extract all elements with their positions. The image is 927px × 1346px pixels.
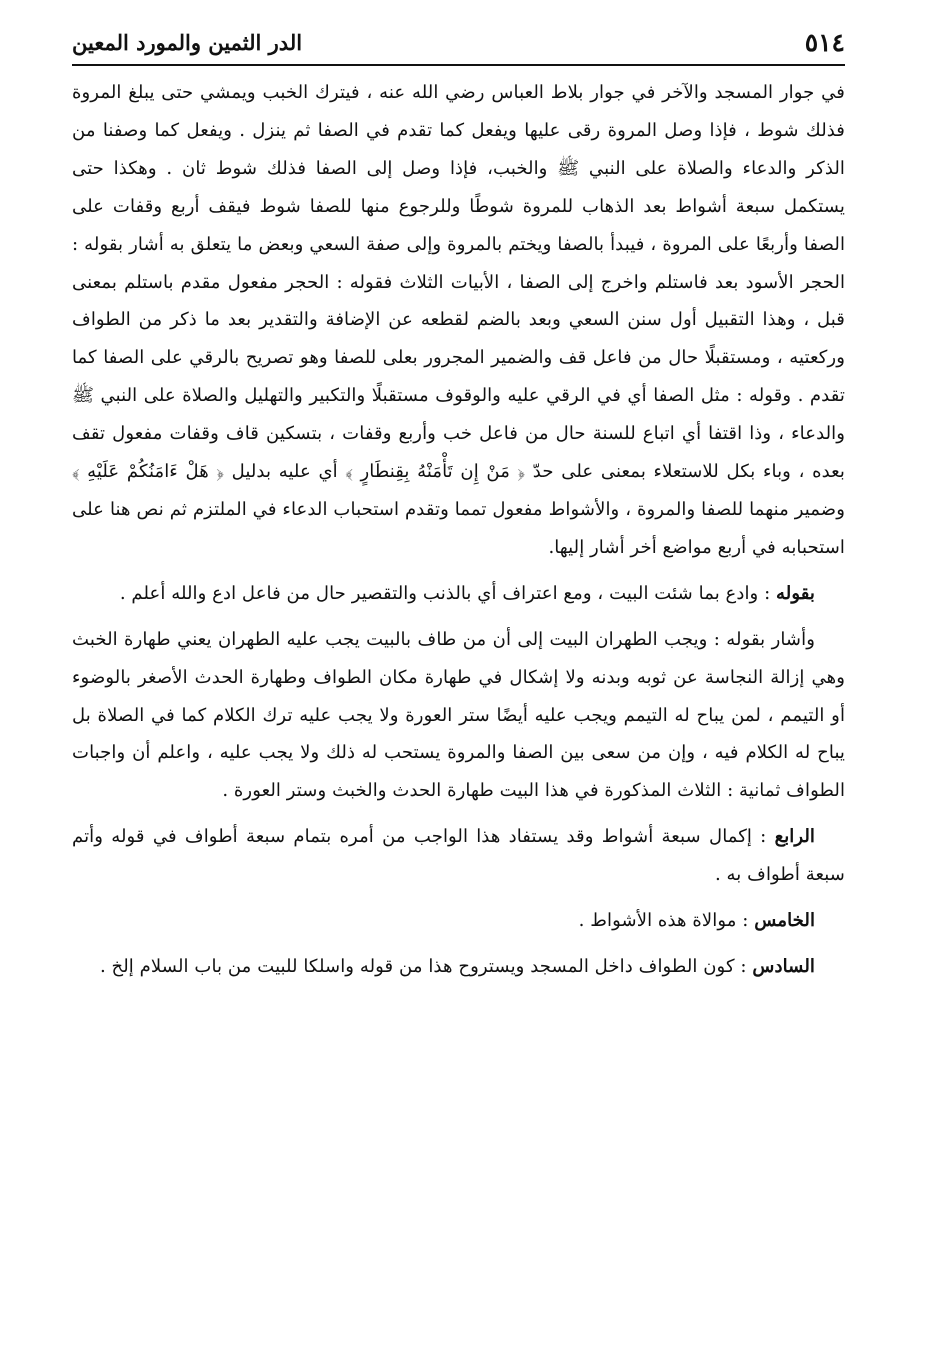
paragraph-lead: السادس — [752, 955, 815, 977]
body-text — [72, 74, 845, 986]
paragraph-lead: الرابع — [774, 826, 815, 848]
header-divider — [72, 64, 845, 66]
paragraph-text: : كون الطواف داخل المسجد ويستروح هذا من قوله واسلكا للبيت من باب السلام إلخ . — [99, 955, 747, 977]
paragraph-text: : وادع بما شئت البيت ، ومع اعتراف أي بالذنب والتقصير حال من فاعل ادع والله أعلم . — [119, 582, 771, 604]
paragraph-text: : إكمال سبعة أشواط وقد يستفاد هذا الواجب من أمره بتمام سبعة أطواف في قوله وأتم سبعة أطواف به . — [72, 826, 845, 886]
paragraph-tahara — [72, 621, 845, 811]
paragraph-fifth — [72, 902, 845, 940]
paragraph-lead: بقوله — [776, 582, 815, 604]
page-number: ٥١٤ — [804, 28, 845, 57]
paragraph-lead: الخامس — [754, 910, 815, 932]
paragraph-sai-description — [72, 74, 845, 567]
paragraph-text: في جوار المسجد والآخر في جوار بلاط العباس رضي الله عنه ، فيترك الخبب ويمشي حتى يبلغ المروة فذلك شوط ، فإذا وصل المروة رقى عليها ويفعل كما تقدم في الصفا ثم ينزل . ويفعل كما وصفنا من الذكر والدعاء والصلاة على النبي ﷺ والخبب، فإذا وصل إلى الصفا فذلك شوط ثان . وهكذا حتى يستكمل سبعة أشواط بعد الذهاب للمروة شوطًا وللرجوع منها للصفا شوط فيقف أربع وقفات على الصفا وأربعًا على المروة ، فيبدأ بالصفا ويختم بالمروة وإلى صفة السعي وبعض ما يتعلق به أشار بقوله : الحجر الأسود بعد فاستلم واخرج إلى الصفا ، الأبيات الثلاث فقوله : الحجر مفعول مقدم باستلم بمعنى قبل ، وهذا التقبيل أول سنن السعي وبعد بالضم لقطعه عن الإضافة والتقدير بعد ما ذكر من الطواف وركعتيه ، ومستقبلًا حال من فاعل قف والضمير المجرور بعلى للصفا وهو تصريح بالرقي على الصفا كما تقدم . وقوله : مثل الصفا أي في الرقي عليه والوقوف مستقبلًا والتكبير والتهليل والصلاة على النبي ﷺ والدعاء ، وذا اقتفا أي اتباع للسنة حال من فاعل خب وأربع وقفات ، بتسكين قاف وقفات مفعول تقف بعده ، وباء بكل للاستعلاء بمعنى على حدّ ﴿ مَنْ إِن تَأْمَنْهُ بِقِنطَارٍ ﴾ أي عليه بدليل ﴿ هَلْ ءَامَنُكُمْ عَلَيْهِ ﴾ وضمير منهما للصفا والمروة ، والأشواط مفعول تمما وتقدم استحباب الدعاء في الملتزم ثم نص هنا على استحبابه في أربع مواضع أخر أشار إليها. — [72, 82, 845, 558]
paragraph-fourth — [72, 818, 845, 894]
paragraph-dua — [72, 575, 845, 613]
book-title: الدر الثمين والمورد المعين — [72, 30, 303, 55]
page-header — [72, 22, 845, 66]
paragraph-text: وأشار بقوله : ويجب الطهران البيت إلى أن من طاف بالبيت يجب عليه الطهران يعني طهارة الخبث وهي إزالة النجاسة عن ثوبه وبدنه ولا إشكال في طهارة مكان الطواف وطهارة الحدث الأصغر بالوضوء أو التيمم ، لمن يباح له التيمم ويجب عليه أيضًا ستر العورة ولا يجب عليه ترك الكلام كما في الصلاة بل يباح له الكلام فيه ، وإن من سعى بين الصفا والمروة يستحب له ذلك ولا يجب عليه ، واعلم أن واجبات الطواف ثمانية : الثلاث المذكورة في هذا البيت طهارة الحدث والخبث وستر العورة . — [72, 628, 845, 802]
paragraph-text: : موالاة هذه الأشواط . — [578, 910, 749, 932]
paragraph-sixth — [72, 948, 845, 986]
